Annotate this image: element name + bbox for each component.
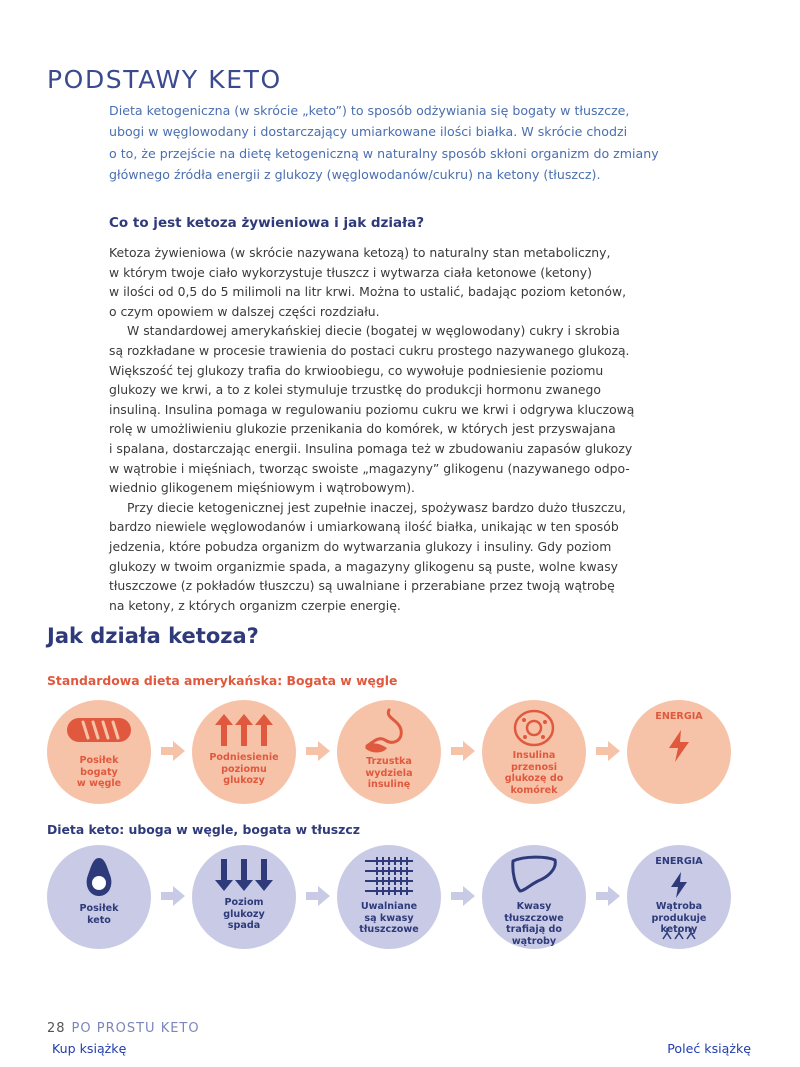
- step-carb-meal: [47, 700, 151, 804]
- pancreas-icon: [359, 708, 419, 756]
- body-line: o czym opowiem w dalszej części rozdziału.: [109, 303, 380, 319]
- bread-icon: [65, 712, 133, 748]
- step-label: Posiłek keto: [79, 903, 119, 926]
- step-insulin-transport: [482, 700, 586, 804]
- liver-icon: [510, 855, 558, 893]
- step-label: Uwalniane są kwasy tłuszczowe: [359, 901, 419, 935]
- body-line: na ketony, z których organizm czerpie energię.: [109, 597, 401, 613]
- step-pancreas: [337, 700, 441, 804]
- body-line: insuliną. Insulina pomaga w regulowaniu poziomu cukru we krwi i odgrywa kluczową: [109, 401, 635, 417]
- body-line: tłuszczowe (z pokładów tłuszczu) są uwalniane i przerabiane przez twoją wątrobę: [109, 578, 615, 594]
- recommend-book-link[interactable]: Poleć książkę: [667, 1041, 751, 1056]
- step-label: Posiłek bogaty w węgle: [76, 755, 122, 789]
- body-line: glukozy we krwi, a to z kolei stymuluje trzustkę do produkcji hormonu zwanego: [109, 382, 601, 398]
- lightning-icon: [667, 730, 691, 762]
- page-footer: [47, 1021, 200, 1036]
- body-line: wiednio glikogenem mięśniowym i wątrobowym).: [109, 480, 415, 496]
- body-line: i spalana, dostarczając energii. Insulina pomaga też w zbudowaniu zapasów glukozy: [109, 440, 633, 456]
- step-label: Kwasy tłuszczowe trafiają do wątroby: [504, 901, 564, 947]
- flow-arrow-icon: [596, 886, 620, 906]
- step-liver-ketones: [627, 845, 731, 949]
- step-energy: [627, 700, 731, 804]
- step-fatty-acids-to-liver: [482, 845, 586, 949]
- page-title: PODSTAWY KETO: [47, 64, 282, 94]
- flow-arrow-icon: [596, 741, 620, 761]
- arrows-up-icon: [214, 714, 274, 746]
- intro-line: o to, że przejście na dietę ketogeniczną w naturalny sposób skłoni organizm do zmiany: [109, 145, 659, 161]
- step-label: Podniesienie poziomu glukozy: [209, 752, 279, 786]
- body-line: w ilości od 0,5 do 5 milimoli na litr krwi. Można to ustalić, badając poziom ketonów,: [109, 284, 627, 300]
- flow-arrow-icon: [161, 741, 185, 761]
- diagram-heading: Jak działa ketoza?: [47, 624, 259, 648]
- intro-paragraph: [109, 100, 709, 186]
- intro-line: głównego źródła energii z glukozy (węglowodanów/cukru) na ketony (tłuszcz).: [109, 167, 601, 183]
- step-label: Trzustka wydziela insulinę: [365, 756, 413, 790]
- cell-icon: [512, 708, 556, 748]
- body-line: Większość tej glukozy trafia do krwioobiegu, co wywołuje podniesienie poziomu: [109, 362, 604, 378]
- body-line: Ketoza żywieniowa (w skrócie nazywana ketozą) to naturalny stan metaboliczny,: [109, 245, 611, 260]
- step-keto-meal: [47, 845, 151, 949]
- lightning-icon: [669, 872, 689, 898]
- energy-label: ENERGIA: [655, 711, 703, 722]
- body-line: glukozy w twoim organizmie spada, a magazyny glikogenu są puste, wolne kwasy: [109, 558, 618, 574]
- body-line: rolę w umożliwieniu glukozie przenikania do komórek, w których jest przyswajana: [109, 421, 616, 437]
- body-line: są rozkładane w procesie trawienia do postaci cukru prostego nazywanego glukozą.: [109, 342, 630, 358]
- flow-arrow-icon: [161, 886, 185, 906]
- step-glucose-rise: [192, 700, 296, 804]
- row-title-standard-diet: Standardowa dieta amerykańska: Bogata w węgle: [47, 673, 398, 688]
- body-line: jedzenia, które pobudza organizm do wytwarzania glukozy i insuliny. Gdy poziom: [109, 538, 612, 554]
- intro-line: Dieta ketogeniczna (w skrócie „keto”) to sposób odżywiania się bogaty w tłuszcze,: [109, 103, 630, 118]
- energy-label: ENERGIA: [655, 856, 703, 867]
- intro-line: ubogi w węglowodany i dostarczający umiarkowane ilości białka. W skrócie chodzi: [109, 124, 628, 140]
- step-label: Poziom glukozy spada: [223, 897, 265, 931]
- book-title: PO PROSTU KETO: [71, 1021, 200, 1036]
- step-label: Wątroba produkuje ketony: [651, 901, 707, 935]
- step-glucose-drop: [192, 845, 296, 949]
- body-line: Przy diecie ketogenicznej jest zupełnie inaczej, spożywasz bardzo dużo tłuszczu,: [127, 499, 626, 515]
- buy-book-link[interactable]: Kup książkę: [52, 1041, 127, 1056]
- fatty-acids-icon: [363, 855, 415, 897]
- body-line: bardzo niewiele węglowodanów i umiarkowaną ilość białka, unikając w ten sposób: [109, 519, 619, 535]
- body-text: [109, 243, 689, 615]
- section-heading: Co to jest ketoza żywieniowa i jak działa?: [109, 215, 425, 231]
- ketone-molecules-icon: [661, 927, 697, 941]
- step-label: Insulina przenosi glukozę do komórek: [504, 750, 564, 796]
- flow-arrow-icon: [306, 886, 330, 906]
- step-fatty-acids-released: [337, 845, 441, 949]
- flow-arrow-icon: [451, 741, 475, 761]
- row-title-keto-diet: Dieta keto: uboga w węgle, bogata w tłuszcz: [47, 822, 360, 837]
- flow-arrow-icon: [306, 741, 330, 761]
- avocado-icon: [84, 857, 114, 897]
- arrows-down-icon: [214, 859, 274, 891]
- flow-arrow-icon: [451, 886, 475, 906]
- body-line: W standardowej amerykańskiej diecie (bogatej w węglowodany) cukry i skrobia: [127, 323, 620, 339]
- body-line: w którym twoje ciało wykorzystuje tłuszcz i wytwarza ciała ketonowe (ketony): [109, 264, 592, 280]
- page-number: 28: [47, 1021, 66, 1036]
- body-line: w wątrobie i mięśniach, tworząc swoiste „magazyny” glikogenu (nazywanego odpo-: [109, 460, 630, 476]
